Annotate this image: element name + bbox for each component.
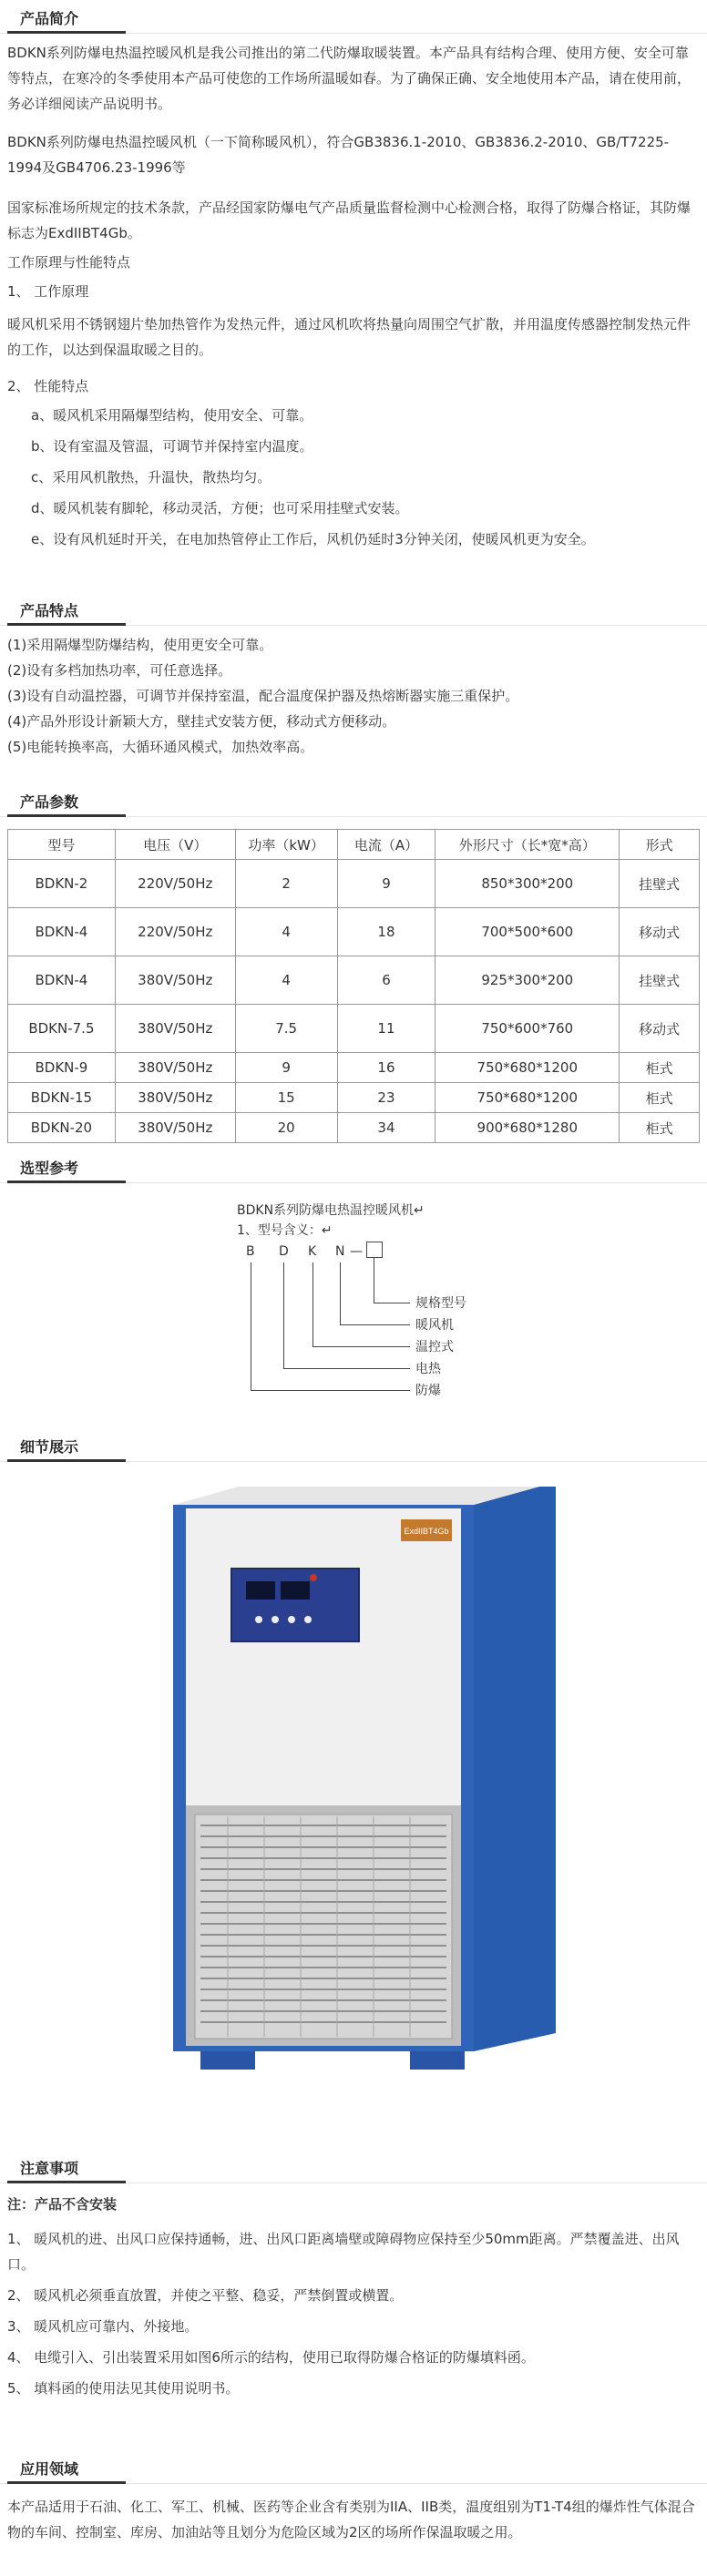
diagram-label: 防爆 [415,1384,441,1398]
diagram-line-1: BDKN系列防爆电热温控暖风机↵ [237,1203,425,1218]
table-cell: 380V/50Hz [115,1113,235,1143]
features-title-underline [7,623,126,626]
principle-heading: 工作原理与性能特点 [7,254,131,271]
table-cell: 7.5 [235,1005,337,1053]
table-cell: 挂壁式 [620,860,700,908]
params-header [0,783,707,817]
table-cell: 4 [235,908,337,956]
heater-illustration [137,1487,565,2079]
params-title: 产品参数 [20,793,79,811]
application-title: 应用领域 [20,2460,79,2478]
table-cell: BDKN-20 [8,1113,116,1143]
table-header-cell: 电流（A） [337,830,435,860]
table-cell: 23 [337,1083,435,1113]
table-cell: 柜式 [620,1083,700,1113]
feature-item: (5)电能转换率高，大循环通风模式，加热效率高。 [7,739,314,755]
table-cell: 挂壁式 [620,956,700,1005]
feature-item: (2)设有多档加热功率，可任意选择。 [7,662,232,679]
connector-line [283,1262,284,1368]
diagram-label: 暖风机 [415,1318,454,1333]
table-cell: 380V/50Hz [115,1083,235,1113]
table-row [8,1113,700,1143]
note-item: 3、 暖风机应可靠内、外接地。 [7,2318,199,2335]
intro-paragraph-3: 国家标准场所规定的技术条款，产品经国家防爆电气产品质量监督检测中心检测合格，取得了防爆合格证，其防爆标志为ExdIIBT4Gb。 [7,199,692,241]
features-header [0,592,707,626]
diagram-letter: K [308,1244,317,1259]
table-cell: 16 [337,1053,435,1083]
table-cell: 6 [337,956,435,1005]
diagram-letter: D [279,1244,289,1259]
feature-item: (3)设有自动温控器，可调节并保持室温，配合温度保护器及热熔断器实施三重保护。 [7,688,519,704]
performance-heading: 2、 性能特点 [7,378,89,394]
table-cell: 380V/50Hz [115,1005,235,1053]
model-code-diagram [228,1201,519,1410]
notes-subtitle: 注：产品不含安装 [7,2196,118,2213]
diagram-label: 电热 [415,1362,441,1376]
diagram-letter: B [246,1244,255,1259]
diagram-label: 规格型号 [415,1296,466,1311]
intro-title: 产品简介 [20,10,79,27]
intro-paragraph-1: BDKN系列防爆电热温控暖风机是我公司推出的第二代防爆取暖装置。本产品具有结构合理、使用方便、安全可靠等特点，在寒冷的冬季使用本产品可使您的工作场所温暖如春。为了确保正确、安全地使用本产品，请在使用前，务必详细阅读产品说明书。 [7,45,692,112]
table-cell: 750*600*760 [435,1005,620,1053]
note-item: 1、 暖风机的进、出风口应保持通畅，进、出风口距离墙壁或障碍物应保持至少50mm距离。严禁覆盖进、出风口。 [7,2231,680,2273]
detail-title-underline [7,1459,126,1462]
performance-item: d、暖风机装有脚轮，移动灵活，方便；也可采用挂壁式安装。 [31,500,409,516]
table-cell: 700*500*600 [435,908,620,956]
diagram-label: 温控式 [415,1340,454,1354]
table-cell: 18 [337,908,435,956]
table-cell: 900*680*1280 [435,1113,620,1143]
table-cell: 4 [235,956,337,1005]
notes-title: 注意事项 [20,2160,79,2177]
detail-title: 细节展示 [20,1438,79,1456]
table-header-cell: 功率（kW） [235,830,337,860]
table-row [8,1005,700,1053]
diagram-letter: N [335,1244,345,1259]
table-row [8,1053,700,1083]
selection-title-underline [7,1181,126,1183]
table-cell: 9 [235,1053,337,1083]
intro-title-underline [7,31,126,34]
table-row [8,860,700,908]
table-cell: 380V/50Hz [115,1053,235,1083]
table-cell: 20 [235,1113,337,1143]
table-cell: 移动式 [620,1005,700,1053]
table-cell: 750*680*1200 [435,1053,620,1083]
table-cell: 柜式 [620,1053,700,1083]
note-item: 5、 填料函的使用法见其使用说明书。 [7,2380,240,2397]
feature-item: (1)采用隔爆型防爆结构，使用更安全可靠。 [7,637,273,653]
diagram-letter: — [350,1244,363,1259]
detail-header [0,1428,707,1462]
badge-text: ExdIIBT4Gb [404,1527,449,1536]
table-cell: 220V/50Hz [115,908,235,956]
note-item: 2、 暖风机必须垂直放置，并使之平整、稳妥，严禁倒置或横置。 [7,2287,404,2304]
connector-line [313,1346,410,1347]
table-cell: 750*680*1200 [435,1083,620,1113]
application-header [0,2450,707,2484]
application-text: 本产品适用于石油、化工、军工、机械、医药等企业含有类别为IIA、IIB类，温度组别为T1-T4组的爆炸性气体混合物的车间、控制室、库房、加油站等且划分为危险区域为2区的场所作保温取暖之用。 [7,2499,695,2540]
table-cell: BDKN-9 [8,1053,116,1083]
table-cell: 925*300*200 [435,956,620,1005]
table-cell: 15 [235,1083,337,1113]
diagram-box-icon [366,1242,383,1258]
table-cell: BDKN-4 [8,956,116,1005]
note-item: 4、 电缆引入、引出装置采用如图6所示的结构，使用已取得防爆合格证的防爆填料函。 [7,2349,535,2366]
feature-item: (4)产品外形设计新颖大方，壁挂式安装方便，移动式方便移动。 [7,713,396,730]
features-title: 产品特点 [20,602,79,619]
table-row [8,1083,700,1113]
table-cell: BDKN-7.5 [8,1005,116,1053]
table-row [8,908,700,956]
table-cell: 9 [337,860,435,908]
table-cell: BDKN-4 [8,908,116,956]
notes-title-underline [7,2181,126,2183]
intro-paragraph-2: BDKN系列防爆电热温控暖风机（一下简称暖风机），符合GB3836.1-2010、GB3836.2-2010、GB/T7225-1994及GB4706.23-1996等 [7,134,670,176]
table-cell: BDKN-15 [8,1083,116,1113]
performance-item: a、暖风机采用隔爆型结构，使用安全、可靠。 [31,407,313,424]
connector-line [340,1262,341,1324]
selection-header [0,1150,707,1183]
params-title-underline [7,814,126,817]
principle-text: 暖风机采用不锈钢翅片垫加热管作为发热元件，通过风机吹将热量向周围空气扩散，并用温度传感器控制发热元件的工作，以达到保温取暖之目的。 [7,316,692,358]
params-table [7,829,700,1143]
table-cell: BDKN-2 [8,860,116,908]
performance-item: c、采用风机散热，升温快，散热均匀。 [31,469,272,486]
table-cell: 2 [235,860,337,908]
table-row [8,956,700,1005]
notes-header [0,2150,707,2183]
table-cell: 移动式 [620,908,700,956]
application-title-underline [7,2481,126,2484]
connector-line [283,1368,410,1369]
diagram-line-2: 1、型号含义：↵ [237,1223,333,1238]
connector-line [251,1390,410,1391]
table-header-cell: 外形尺寸（长*宽*高） [435,830,620,860]
table-cell: 380V/50Hz [115,956,235,1005]
table-header-row [8,830,700,860]
table-header-cell: 电压（V） [115,830,235,860]
connector-line [340,1324,410,1325]
heater-product-photo [137,1487,565,2079]
table-cell: 220V/50Hz [115,860,235,908]
table-cell: 柜式 [620,1113,700,1143]
selection-title: 选型参考 [20,1160,79,1177]
performance-item: e、设有风机延时开关，在电加热管停止工作后，风机仍延时3分钟关闭，使暖风机更为安全。 [31,531,595,547]
table-cell: 11 [337,1005,435,1053]
principle-subheading: 1、 工作原理 [7,283,89,300]
performance-item: b、设有室温及管温，可调节并保持室内温度。 [31,438,313,455]
intro-header [0,0,707,34]
table-cell: 34 [337,1113,435,1143]
table-header-cell: 形式 [620,830,700,860]
table-cell: 850*300*200 [435,860,620,908]
table-header-cell: 型号 [8,830,116,860]
